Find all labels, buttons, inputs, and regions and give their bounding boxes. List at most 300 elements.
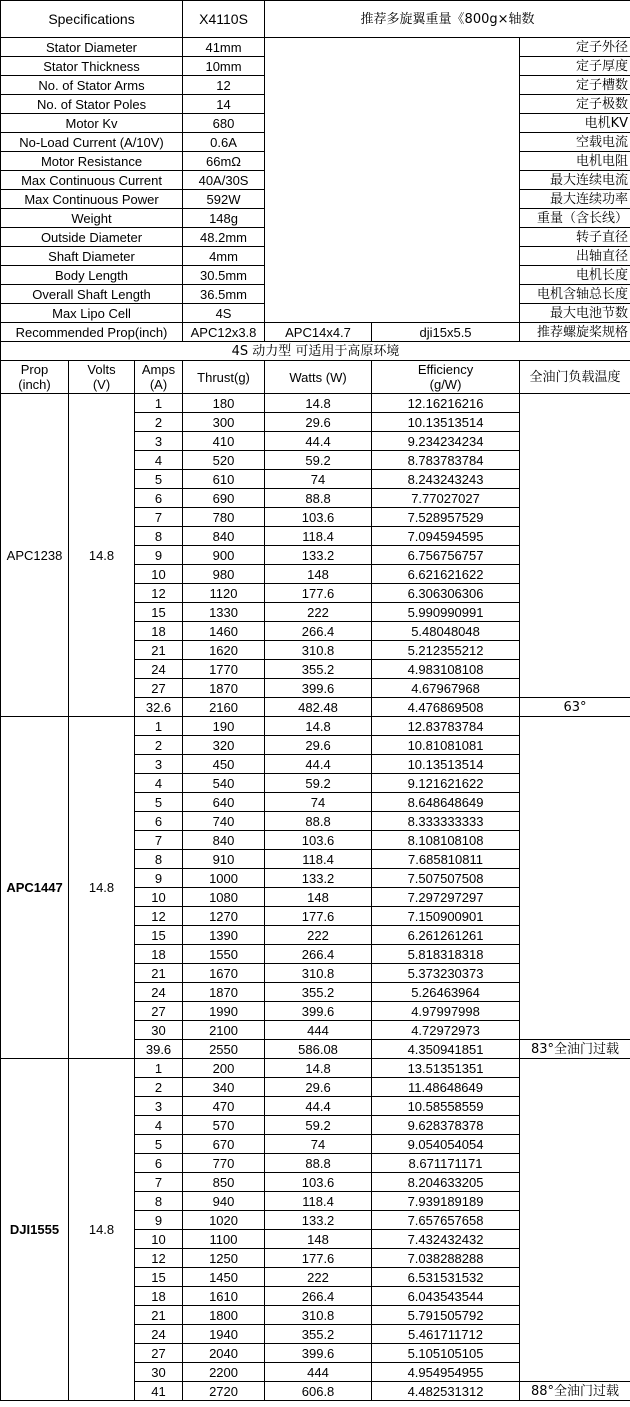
- efficiency-cell: 8.783783784: [372, 451, 520, 470]
- spec-value: 0.6A: [183, 133, 265, 152]
- model-header: X4110S: [183, 1, 265, 38]
- watts-cell: 14.8: [265, 1059, 372, 1078]
- thrust-column-header: Thrust(g): [183, 361, 265, 394]
- amps-cell: 30: [135, 1363, 183, 1382]
- watts-cell: 266.4: [265, 1287, 372, 1306]
- efficiency-cell: 7.657657658: [372, 1211, 520, 1230]
- spec-label-zh: 电机KV: [520, 114, 630, 133]
- thrust-cell: 670: [183, 1135, 265, 1154]
- watts-cell: 355.2: [265, 1325, 372, 1344]
- efficiency-cell: 6.261261261: [372, 926, 520, 945]
- thrust-cell: 200: [183, 1059, 265, 1078]
- thrust-cell: 1100: [183, 1230, 265, 1249]
- amps-cell: 27: [135, 1002, 183, 1021]
- spec-label-zh: 电机长度: [520, 266, 630, 285]
- watts-cell: 266.4: [265, 622, 372, 641]
- watts-cell: 103.6: [265, 1173, 372, 1192]
- watts-cell: 148: [265, 565, 372, 584]
- amps-cell: 21: [135, 641, 183, 660]
- efficiency-cell: 12.83783784: [372, 717, 520, 736]
- efficiency-cell: 7.038288288: [372, 1249, 520, 1268]
- thrust-cell: 1460: [183, 622, 265, 641]
- efficiency-cell: 8.243243243: [372, 470, 520, 489]
- thrust-cell: 740: [183, 812, 265, 831]
- temperature-blank: [520, 394, 630, 698]
- efficiency-cell: 4.72972973: [372, 1021, 520, 1040]
- spec-label: Weight: [1, 209, 183, 228]
- spec-label-zh: 最大连续电流: [520, 171, 630, 190]
- spec-value: 48.2mm: [183, 228, 265, 247]
- thrust-cell: 2100: [183, 1021, 265, 1040]
- thrust-cell: 610: [183, 470, 265, 489]
- efficiency-cell: 11.48648649: [372, 1078, 520, 1097]
- watts-cell: 118.4: [265, 1192, 372, 1211]
- thrust-cell: 1390: [183, 926, 265, 945]
- watts-cell: 222: [265, 926, 372, 945]
- thrust-cell: 1990: [183, 1002, 265, 1021]
- watts-cell: 310.8: [265, 641, 372, 660]
- header-row: [1, 1, 630, 38]
- thrust-cell: 190: [183, 717, 265, 736]
- spec-label-zh: 出轴直径: [520, 247, 630, 266]
- efficiency-cell: 8.333333333: [372, 812, 520, 831]
- efficiency-cell: 6.043543544: [372, 1287, 520, 1306]
- watts-cell: 74: [265, 1135, 372, 1154]
- prop-name: APC1447: [1, 717, 69, 1059]
- watts-cell: 399.6: [265, 1002, 372, 1021]
- efficiency-cell: 13.51351351: [372, 1059, 520, 1078]
- thrust-cell: 2200: [183, 1363, 265, 1382]
- thrust-cell: 940: [183, 1192, 265, 1211]
- amps-cell: 39.6: [135, 1040, 183, 1059]
- thrust-cell: 2550: [183, 1040, 265, 1059]
- thrust-cell: 540: [183, 774, 265, 793]
- thrust-cell: 1670: [183, 964, 265, 983]
- thrust-cell: 690: [183, 489, 265, 508]
- watts-cell: 118.4: [265, 527, 372, 546]
- efficiency-cell: 8.648648649: [372, 793, 520, 812]
- amps-cell: 5: [135, 1135, 183, 1154]
- watts-cell: 59.2: [265, 774, 372, 793]
- amps-column-header-line2: (A): [149, 377, 168, 392]
- amps-cell: 24: [135, 983, 183, 1002]
- efficiency-cell: 7.507507508: [372, 869, 520, 888]
- thrust-cell: 640: [183, 793, 265, 812]
- data-row: [1, 1059, 630, 1078]
- amps-cell: 27: [135, 679, 183, 698]
- efficiency-cell: 4.476869508: [372, 698, 520, 717]
- spec-value: 148g: [183, 209, 265, 228]
- spec-value: 14: [183, 95, 265, 114]
- recommended-prop-row: [1, 323, 630, 342]
- efficiency-cell: 10.58558559: [372, 1097, 520, 1116]
- spec-value: 36.5mm: [183, 285, 265, 304]
- data-row: [1, 717, 630, 736]
- watts-cell: 148: [265, 1230, 372, 1249]
- watts-cell: 177.6: [265, 584, 372, 603]
- efficiency-column-header-line1: Efficiency: [417, 362, 474, 377]
- watts-cell: 177.6: [265, 907, 372, 926]
- spec-value: 66mΩ: [183, 152, 265, 171]
- watts-cell: 310.8: [265, 964, 372, 983]
- thrust-cell: 1020: [183, 1211, 265, 1230]
- spec-label: Stator Thickness: [1, 57, 183, 76]
- watts-cell: 177.6: [265, 1249, 372, 1268]
- thrust-cell: 450: [183, 755, 265, 774]
- thrust-cell: 780: [183, 508, 265, 527]
- efficiency-cell: 7.094594595: [372, 527, 520, 546]
- volts-column-header-line2: (V): [92, 377, 111, 392]
- thrust-cell: 910: [183, 850, 265, 869]
- spec-value: 12: [183, 76, 265, 95]
- efficiency-cell: 4.954954955: [372, 1363, 520, 1382]
- efficiency-cell: 7.77027027: [372, 489, 520, 508]
- thrust-cell: 1450: [183, 1268, 265, 1287]
- efficiency-cell: 6.756756757: [372, 546, 520, 565]
- spec-label-zh: 最大电池节数: [520, 304, 630, 323]
- spec-label: Overall Shaft Length: [1, 285, 183, 304]
- prop-name: DJI1555: [1, 1059, 69, 1401]
- efficiency-cell: 8.671171171: [372, 1154, 520, 1173]
- watts-cell: 103.6: [265, 831, 372, 850]
- watts-column-header: Watts (W): [265, 361, 372, 394]
- spec-value: 40A/30S: [183, 171, 265, 190]
- amps-cell: 8: [135, 527, 183, 546]
- watts-cell: 29.6: [265, 736, 372, 755]
- amps-cell: 4: [135, 451, 183, 470]
- amps-cell: 4: [135, 774, 183, 793]
- amps-cell: 2: [135, 736, 183, 755]
- thrust-cell: 1080: [183, 888, 265, 907]
- efficiency-cell: 5.818318318: [372, 945, 520, 964]
- thrust-cell: 1250: [183, 1249, 265, 1268]
- efficiency-cell: 5.990990991: [372, 603, 520, 622]
- thrust-cell: 1870: [183, 983, 265, 1002]
- spec-label: Motor Kv: [1, 114, 183, 133]
- amps-cell: 10: [135, 1230, 183, 1249]
- watts-cell: 44.4: [265, 755, 372, 774]
- efficiency-cell: 4.97997998: [372, 1002, 520, 1021]
- recommended-prop-value: dji15x5.5: [372, 323, 520, 342]
- watts-cell: 88.8: [265, 489, 372, 508]
- volts-column-header: [69, 361, 135, 394]
- amps-cell: 6: [135, 812, 183, 831]
- thrust-cell: 840: [183, 831, 265, 850]
- thrust-cell: 1120: [183, 584, 265, 603]
- amps-cell: 12: [135, 1249, 183, 1268]
- efficiency-cell: 5.791505792: [372, 1306, 520, 1325]
- watts-cell: 88.8: [265, 1154, 372, 1173]
- watts-cell: 59.2: [265, 451, 372, 470]
- watts-cell: 88.8: [265, 812, 372, 831]
- efficiency-cell: 10.13513514: [372, 413, 520, 432]
- spec-label: Outside Diameter: [1, 228, 183, 247]
- prop-column-header: [1, 361, 69, 394]
- amps-cell: 18: [135, 945, 183, 964]
- watts-cell: 74: [265, 470, 372, 489]
- watts-cell: 133.2: [265, 546, 372, 565]
- temperature-value: 63°: [520, 698, 630, 717]
- amps-cell: 21: [135, 1306, 183, 1325]
- spec-label: Max Continuous Power: [1, 190, 183, 209]
- thrust-cell: 520: [183, 451, 265, 470]
- efficiency-cell: 7.939189189: [372, 1192, 520, 1211]
- spec-label: Shaft Diameter: [1, 247, 183, 266]
- thrust-cell: 770: [183, 1154, 265, 1173]
- spec-value: 680: [183, 114, 265, 133]
- amps-cell: 30: [135, 1021, 183, 1040]
- spec-label: Max Continuous Current: [1, 171, 183, 190]
- volts-value: 14.8: [69, 394, 135, 717]
- watts-cell: 222: [265, 1268, 372, 1287]
- efficiency-cell: 4.67967968: [372, 679, 520, 698]
- efficiency-cell: 7.297297297: [372, 888, 520, 907]
- spec-value: 41mm: [183, 38, 265, 57]
- thrust-cell: 320: [183, 736, 265, 755]
- watts-cell: 14.8: [265, 394, 372, 413]
- watts-cell: 310.8: [265, 1306, 372, 1325]
- efficiency-cell: 10.81081081: [372, 736, 520, 755]
- spec-label: No. of Stator Poles: [1, 95, 183, 114]
- volts-value: 14.8: [69, 1059, 135, 1401]
- recommend-weight-header: 推荐多旋翼重量《800g×轴数: [265, 1, 630, 38]
- amps-cell: 7: [135, 831, 183, 850]
- efficiency-cell: 5.48048048: [372, 622, 520, 641]
- amps-cell: 18: [135, 1287, 183, 1306]
- watts-cell: 148: [265, 888, 372, 907]
- efficiency-cell: 5.105105105: [372, 1344, 520, 1363]
- data-row: [1, 394, 630, 413]
- watts-cell: 133.2: [265, 869, 372, 888]
- amps-cell: 4: [135, 1116, 183, 1135]
- watts-cell: 44.4: [265, 1097, 372, 1116]
- temperature-value: 88°全油门过载: [520, 1382, 630, 1401]
- amps-cell: 2: [135, 1078, 183, 1097]
- thrust-cell: 1770: [183, 660, 265, 679]
- thrust-cell: 840: [183, 527, 265, 546]
- efficiency-cell: 6.621621622: [372, 565, 520, 584]
- thrust-cell: 1000: [183, 869, 265, 888]
- subtitle-row: [1, 342, 630, 361]
- watts-cell: 399.6: [265, 1344, 372, 1363]
- efficiency-column-header-line2: (g/W): [429, 377, 462, 392]
- thrust-cell: 1800: [183, 1306, 265, 1325]
- watts-cell: 222: [265, 603, 372, 622]
- spec-label-zh: 定子外径: [520, 38, 630, 57]
- amps-cell: 7: [135, 508, 183, 527]
- efficiency-cell: 9.054054054: [372, 1135, 520, 1154]
- amps-column-header: [135, 361, 183, 394]
- efficiency-cell: 7.528957529: [372, 508, 520, 527]
- spec-label: Motor Resistance: [1, 152, 183, 171]
- amps-cell: 12: [135, 584, 183, 603]
- watts-cell: 444: [265, 1021, 372, 1040]
- amps-cell: 6: [135, 489, 183, 508]
- spec-value: 10mm: [183, 57, 265, 76]
- efficiency-cell: 9.121621622: [372, 774, 520, 793]
- amps-cell: 10: [135, 888, 183, 907]
- amps-cell: 5: [135, 470, 183, 489]
- amps-cell: 6: [135, 1154, 183, 1173]
- amps-cell: 12: [135, 907, 183, 926]
- temperature-column-header: 全油门负载温度: [520, 361, 630, 394]
- subtitle: 4S 动力型 可适用于高原环境: [1, 342, 630, 361]
- efficiency-cell: 4.482531312: [372, 1382, 520, 1401]
- efficiency-cell: 4.350941851: [372, 1040, 520, 1059]
- amps-cell: 3: [135, 755, 183, 774]
- spec-label-zh: 电机电阻: [520, 152, 630, 171]
- efficiency-cell: 5.26463964: [372, 983, 520, 1002]
- efficiency-cell: 7.685810811: [372, 850, 520, 869]
- prop-column-header-line2: (inch): [18, 377, 51, 392]
- thrust-cell: 470: [183, 1097, 265, 1116]
- amps-cell: 15: [135, 1268, 183, 1287]
- efficiency-cell: 5.461711712: [372, 1325, 520, 1344]
- efficiency-cell: 5.373230373: [372, 964, 520, 983]
- watts-cell: 59.2: [265, 1116, 372, 1135]
- watts-cell: 103.6: [265, 508, 372, 527]
- amps-cell: 24: [135, 1325, 183, 1344]
- temperature-value: 83°全油门过载: [520, 1040, 630, 1059]
- efficiency-cell: 6.531531532: [372, 1268, 520, 1287]
- amps-cell: 18: [135, 622, 183, 641]
- efficiency-cell: 5.212355212: [372, 641, 520, 660]
- spec-value: 30.5mm: [183, 266, 265, 285]
- specifications-header: Specifications: [1, 1, 183, 38]
- temperature-blank: [520, 1059, 630, 1382]
- temperature-blank: [520, 717, 630, 1040]
- thrust-cell: 1610: [183, 1287, 265, 1306]
- volts-column-header-line1: Volts: [87, 362, 116, 377]
- spec-blank-area: [265, 38, 520, 323]
- efficiency-cell: 9.628378378: [372, 1116, 520, 1135]
- spec-value: 4mm: [183, 247, 265, 266]
- amps-cell: 5: [135, 793, 183, 812]
- spec-label: No-Load Current (A/10V): [1, 133, 183, 152]
- watts-cell: 606.8: [265, 1382, 372, 1401]
- watts-cell: 29.6: [265, 413, 372, 432]
- spec-label-zh: 重量（含长线）: [520, 209, 630, 228]
- thrust-cell: 1870: [183, 679, 265, 698]
- watts-cell: 355.2: [265, 983, 372, 1002]
- efficiency-cell: 7.150900901: [372, 907, 520, 926]
- amps-cell: 8: [135, 1192, 183, 1211]
- amps-cell: 1: [135, 717, 183, 736]
- watts-cell: 355.2: [265, 660, 372, 679]
- spec-value: 592W: [183, 190, 265, 209]
- prop-name: APC1238: [1, 394, 69, 717]
- watts-cell: 586.08: [265, 1040, 372, 1059]
- spec-label-zh: 最大连续功率: [520, 190, 630, 209]
- watts-cell: 399.6: [265, 679, 372, 698]
- amps-cell: 24: [135, 660, 183, 679]
- watts-cell: 266.4: [265, 945, 372, 964]
- amps-cell: 7: [135, 1173, 183, 1192]
- amps-cell: 3: [135, 1097, 183, 1116]
- amps-cell: 41: [135, 1382, 183, 1401]
- efficiency-cell: 12.16216216: [372, 394, 520, 413]
- amps-cell: 8: [135, 850, 183, 869]
- spec-label-zh: 定子极数: [520, 95, 630, 114]
- amps-cell: 15: [135, 926, 183, 945]
- amps-cell: 1: [135, 394, 183, 413]
- volts-value: 14.8: [69, 717, 135, 1059]
- efficiency-cell: 4.983108108: [372, 660, 520, 679]
- spec-label: Max Lipo Cell: [1, 304, 183, 323]
- thrust-cell: 410: [183, 432, 265, 451]
- amps-cell: 9: [135, 546, 183, 565]
- watts-cell: 133.2: [265, 1211, 372, 1230]
- amps-cell: 10: [135, 565, 183, 584]
- thrust-cell: 900: [183, 546, 265, 565]
- amps-cell: 21: [135, 964, 183, 983]
- recommended-prop-label-zh: 推荐螺旋桨规格: [520, 323, 630, 342]
- watts-cell: 29.6: [265, 1078, 372, 1097]
- amps-cell: 1: [135, 1059, 183, 1078]
- spec-label: Stator Diameter: [1, 38, 183, 57]
- thrust-cell: 1270: [183, 907, 265, 926]
- watts-cell: 44.4: [265, 432, 372, 451]
- watts-cell: 444: [265, 1363, 372, 1382]
- spec-label-zh: 空载电流: [520, 133, 630, 152]
- thrust-cell: 180: [183, 394, 265, 413]
- spec-label-zh: 定子厚度: [520, 57, 630, 76]
- spec-label-zh: 转子直径: [520, 228, 630, 247]
- efficiency-cell: 8.108108108: [372, 831, 520, 850]
- amps-cell: 2: [135, 413, 183, 432]
- efficiency-cell: 8.204633205: [372, 1173, 520, 1192]
- efficiency-column-header: [372, 361, 520, 394]
- thrust-cell: 1550: [183, 945, 265, 964]
- thrust-cell: 2160: [183, 698, 265, 717]
- spec-label: Body Length: [1, 266, 183, 285]
- amps-cell: 9: [135, 1211, 183, 1230]
- thrust-cell: 2720: [183, 1382, 265, 1401]
- spec-row: [1, 38, 630, 57]
- spec-label: No. of Stator Arms: [1, 76, 183, 95]
- thrust-cell: 1620: [183, 641, 265, 660]
- thrust-cell: 340: [183, 1078, 265, 1097]
- spec-label-zh: 定子槽数: [520, 76, 630, 95]
- amps-cell: 9: [135, 869, 183, 888]
- thrust-cell: 2040: [183, 1344, 265, 1363]
- recommended-prop-value: APC14x4.7: [265, 323, 372, 342]
- thrust-cell: 980: [183, 565, 265, 584]
- efficiency-cell: 9.234234234: [372, 432, 520, 451]
- efficiency-cell: 7.432432432: [372, 1230, 520, 1249]
- spec-label-zh: 电机含轴总长度: [520, 285, 630, 304]
- recommended-prop-label: Recommended Prop(inch): [1, 323, 183, 342]
- thrust-cell: 850: [183, 1173, 265, 1192]
- thrust-cell: 1940: [183, 1325, 265, 1344]
- watts-cell: 14.8: [265, 717, 372, 736]
- efficiency-cell: 6.306306306: [372, 584, 520, 603]
- column-header-row: [1, 361, 630, 394]
- recommended-prop-value: APC12x3.8: [183, 323, 265, 342]
- watts-cell: 482.48: [265, 698, 372, 717]
- amps-cell: 3: [135, 432, 183, 451]
- thrust-cell: 300: [183, 413, 265, 432]
- prop-column-header-line1: Prop: [20, 362, 49, 377]
- amps-column-header-line1: Amps: [141, 362, 176, 377]
- spec-value: 4S: [183, 304, 265, 323]
- watts-cell: 118.4: [265, 850, 372, 869]
- efficiency-cell: 10.13513514: [372, 755, 520, 774]
- watts-cell: 74: [265, 793, 372, 812]
- thrust-cell: 1330: [183, 603, 265, 622]
- amps-cell: 32.6: [135, 698, 183, 717]
- amps-cell: 27: [135, 1344, 183, 1363]
